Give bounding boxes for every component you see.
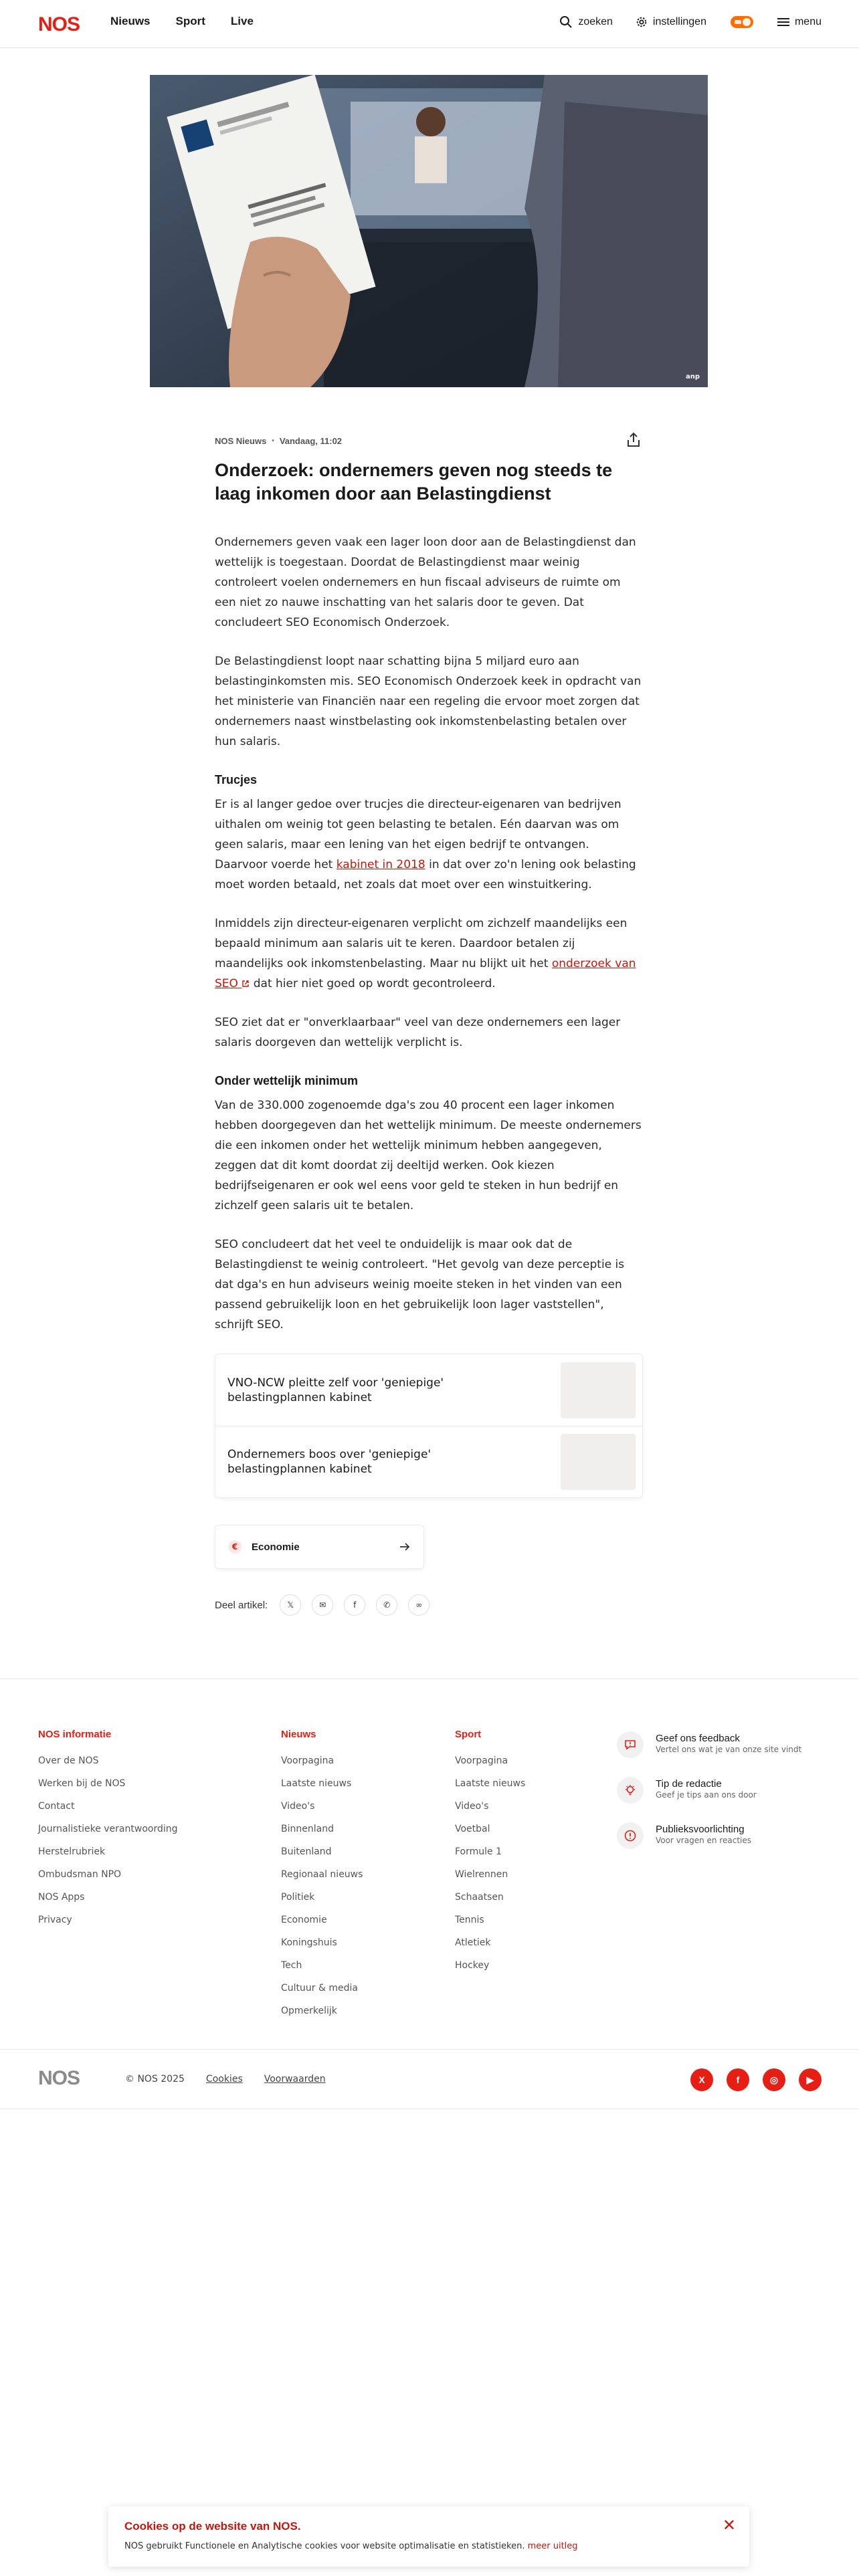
footer-link[interactable]: Laatste nieuws [455, 1778, 526, 1789]
related-thumbnail [561, 1434, 636, 1490]
youtube-social-icon[interactable]: ▶ [799, 2068, 822, 2091]
share-label: Deel artikel: [215, 1599, 268, 1611]
svg-text:€: € [231, 1542, 238, 1551]
mail-icon: ✉ [319, 1600, 326, 1610]
related-title: Ondernemers boos over 'geniepige' belastingplannen kabinet [227, 1448, 432, 1476]
footer-col-nieuws [281, 1729, 363, 2022]
nos-logo[interactable]: NOS [38, 13, 80, 35]
footer-link[interactable]: NOS Apps [38, 1892, 85, 1903]
hamburger-icon [777, 17, 789, 27]
paragraph: Ondernemers geven vaak een lager loon door aan de Belastingdienst dan wettelijk is toegestaan. Doordat de Belastingdienst maar weinig controleert voelen ondernemers en hun fiscaal adviseurs de ruimte om een niet zo nauwe inschatting van het salaris door te geven. Dat concludeert SEO Economisch Onderzoek. [215, 536, 636, 629]
footer-link[interactable]: Tech [281, 1960, 302, 1971]
search-button[interactable] [559, 15, 613, 29]
article-title: Onderzoek: ondernemers geven nog steeds te laag inkomen door aan Belastingdienst [215, 460, 613, 504]
paragraph: Van de 330.000 zogenoemde dga's zou 40 procent een lager inkomen hebben doorgegeven dan het wettelijk minimum. De meeste ondernemers die een inkomen onder het wettelijk minimum hebben aangegeven, zeggen dat dit komt doordat zij deeltijd werken. Ook kiezen bedrijfseigenaren er ook wel eens voor geld te steken in hun bedrijf en zichzelf geen salaris uit te betalen. [215, 1099, 642, 1212]
site-footer [0, 1679, 859, 2107]
footer-link[interactable]: Herstelrubriek [38, 1846, 106, 1857]
menu-button[interactable] [777, 16, 822, 28]
share-row [215, 1594, 643, 1616]
footer-heading: NOS informatie [38, 1729, 112, 1740]
article-body [215, 532, 643, 1335]
footer-link[interactable]: Privacy [38, 1915, 72, 1925]
footer-legal-links [125, 2074, 326, 2084]
paragraph: De Belastingdienst loopt naar schatting bijna 5 miljard euro aan belastinginkomsten mis. SEO Economisch Onderzoek keek in opdracht van het ministerie van Financiën naar een regeling die ervoor moet zorgen dat ondernemers naast winstbelasting ook inkomstenbelasting betalen over hun salaris. [215, 655, 642, 748]
related-thumbnail [561, 1362, 636, 1418]
link-icon: ∞ [415, 1600, 423, 1610]
cookies-link[interactable]: Cookies [205, 2074, 243, 2084]
copyright: © NOS 2025 [125, 2074, 185, 2084]
related-title: VNO-NCW pleitte zelf voor 'geniepige' belastingplannen kabinet [227, 1376, 444, 1404]
footer-link[interactable]: Video's [281, 1801, 315, 1812]
footer-link[interactable]: Schaatsen [455, 1892, 504, 1903]
header-actions [559, 13, 822, 31]
nav-sport[interactable]: Sport [175, 15, 205, 27]
cookie-title: Cookies op de website van NOS. [124, 2520, 301, 2533]
cookie-banner [108, 2506, 749, 2567]
footer-link[interactable]: Voetbal [455, 1824, 490, 1834]
gear-icon [636, 16, 648, 28]
cookie-text: NOS gebruikt Functionele en Analytische cookies voor website optimalisatie en statistieken. meer uitleg [124, 2541, 578, 2551]
topic-label: Economie [252, 1541, 300, 1553]
article [215, 433, 643, 1616]
footer-heading: Nieuws [281, 1729, 316, 1740]
footer-link[interactable]: Contact [38, 1801, 75, 1812]
menu-label: menu [794, 16, 822, 27]
footer-col-sport [455, 1729, 525, 1977]
footer-link[interactable]: Video's [455, 1801, 489, 1812]
terms-link[interactable]: Voorwaarden [264, 2074, 326, 2084]
footer-link[interactable]: Ombudsman NPO [38, 1869, 122, 1880]
arrow-right-icon [398, 1540, 411, 1553]
subheading-trucjes: Trucjes [215, 773, 258, 786]
settings-label: instellingen [652, 16, 706, 27]
footer-col-nos-informatie [38, 1729, 178, 1931]
close-icon[interactable]: ✕ [722, 2516, 736, 2535]
lightbulb-icon [617, 1777, 644, 1804]
share-facebook-button[interactable] [344, 1594, 365, 1616]
paragraph: Inmiddels zijn directeur-eigenaren verplicht om zichzelf maandelijks een bepaald minimum aan salaris uit te keren. Daardoor betalen zij maandelijks ook inkomstenbelasting. Maar nu blijkt uit het onderzoek van SEO dat hier niet goed op wordt gecontroleerd. [215, 917, 636, 990]
site-header [0, 0, 859, 48]
instagram-social-icon[interactable]: ◎ [763, 2068, 785, 2091]
footer-link[interactable]: Journalistieke verantwoording [38, 1824, 178, 1834]
whatsapp-icon: ✆ [383, 1600, 391, 1610]
external-link-icon [242, 980, 250, 988]
npo-logo-icon[interactable] [729, 13, 755, 31]
hero-image [150, 75, 708, 387]
share-email-button[interactable] [312, 1594, 333, 1616]
footer-link[interactable]: Buitenland [281, 1846, 332, 1857]
share-whatsapp-button[interactable] [376, 1594, 397, 1616]
nav-nieuws[interactable]: Nieuws [110, 15, 151, 27]
meta-separator: • [272, 437, 274, 445]
footer-logo[interactable]: NOS [38, 2067, 80, 2089]
footer-link[interactable]: Voorpagina [281, 1755, 335, 1766]
x-icon: 𝕏 [287, 1600, 294, 1610]
main-nav [110, 15, 254, 28]
footer-link[interactable]: Binnenland [281, 1824, 334, 1834]
topic-economie[interactable] [215, 1525, 424, 1569]
related-article[interactable] [215, 1426, 642, 1497]
tip-link[interactable]: Tip de redactie Geef je tips aan ons door [617, 1777, 831, 1804]
related-articles [215, 1354, 643, 1498]
link-onderzoek-seo[interactable]: onderzoek van SEO [215, 957, 636, 990]
footer-link[interactable]: Politiek [281, 1892, 315, 1903]
nav-live[interactable]: Live [230, 15, 254, 27]
facebook-icon: f [353, 1600, 357, 1610]
footer-link[interactable]: Koningshuis [281, 1937, 337, 1948]
paragraph: SEO concludeert dat het veel te onduidelijk is maar ook dat de Belastingdienst te weinig controleert. "Het gevolg van deze perceptie is dat dga's en hun adviseurs weinig moeite steken in het vinden van een passend gebruikelijk loon en het gebruikelijk loon lager vaststellen", schrijft SEO. [215, 1238, 625, 1331]
settings-button[interactable] [636, 16, 706, 28]
footer-link[interactable]: Opmerkelijk [281, 2006, 337, 2016]
paragraph: Er is al langer gedoe over trucjes die directeur-eigenaren van bedrijven uithalen om weinig tot geen belasting te betalen. Eén daarvan was om geen salaris, maar een lening van het eigen bedrijf te ontvangen. Daarvoor voerde het kabinet in 2018 in dat over zo'n lening ook belasting moet worden betaald, net zoals dat moet over een winstuitkering. [215, 798, 636, 891]
share-icon [624, 431, 643, 449]
footer-link[interactable]: Cultuur & media [281, 1983, 358, 1994]
image-credit: anp [685, 373, 700, 381]
search-label: zoeken [578, 16, 613, 27]
feedback-link[interactable]: Geef ons feedback Vertel ons wat je van onze site vindt [617, 1731, 831, 1758]
search-icon [559, 15, 573, 29]
related-article[interactable] [215, 1354, 642, 1426]
facebook-social-icon[interactable]: f [727, 2068, 749, 2091]
share-link-button[interactable] [408, 1594, 430, 1616]
share-button[interactable] [624, 431, 643, 449]
footer-contact-list [617, 1731, 831, 1868]
footer-bottom-bar [0, 2049, 859, 2109]
euro-icon [227, 1539, 242, 1554]
footer-link[interactable]: Wielrennen [455, 1869, 508, 1880]
footer-link[interactable]: Werken bij de NOS [38, 1778, 126, 1789]
cookie-more-link[interactable]: meer uitleg [527, 2541, 578, 2551]
footer-link[interactable]: Formule 1 [455, 1846, 502, 1857]
footer-list [455, 1749, 525, 1977]
article-date: Vandaag, 11:02 [279, 435, 343, 446]
x-social-icon[interactable]: X [690, 2068, 713, 2091]
paragraph: SEO ziet dat er "onverklaarbaar" veel van deze ondernemers een lager salaris doorgeven dan wettelijk verplicht is. [215, 1016, 621, 1049]
footer-link[interactable]: Hockey [455, 1960, 490, 1971]
footer-list [281, 1749, 363, 2022]
footer-link[interactable]: Laatste nieuws [281, 1778, 352, 1789]
subheading-minimum: Onder wettelijk minimum [215, 1074, 359, 1087]
article-meta [215, 433, 643, 448]
footer-link[interactable]: Regionaal nieuws [281, 1869, 363, 1880]
footer-link[interactable]: Tennis [455, 1915, 484, 1925]
voorlichting-link[interactable]: Publieksvoorlichting Voor vragen en reacties [617, 1822, 831, 1849]
footer-link[interactable]: Atletiek [455, 1937, 491, 1948]
footer-link[interactable]: Economie [281, 1915, 327, 1925]
link-kabinet-2018[interactable]: kabinet in 2018 [336, 858, 425, 871]
article-source: NOS Nieuws [215, 435, 267, 446]
chat-icon [617, 1731, 644, 1758]
footer-link[interactable]: Over de NOS [38, 1755, 99, 1766]
social-links [690, 2068, 822, 2091]
footer-list [38, 1749, 178, 1931]
footer-heading: Sport [455, 1729, 482, 1740]
share-x-button[interactable] [280, 1594, 301, 1616]
info-icon [617, 1822, 644, 1849]
footer-link[interactable]: Voorpagina [455, 1755, 508, 1766]
